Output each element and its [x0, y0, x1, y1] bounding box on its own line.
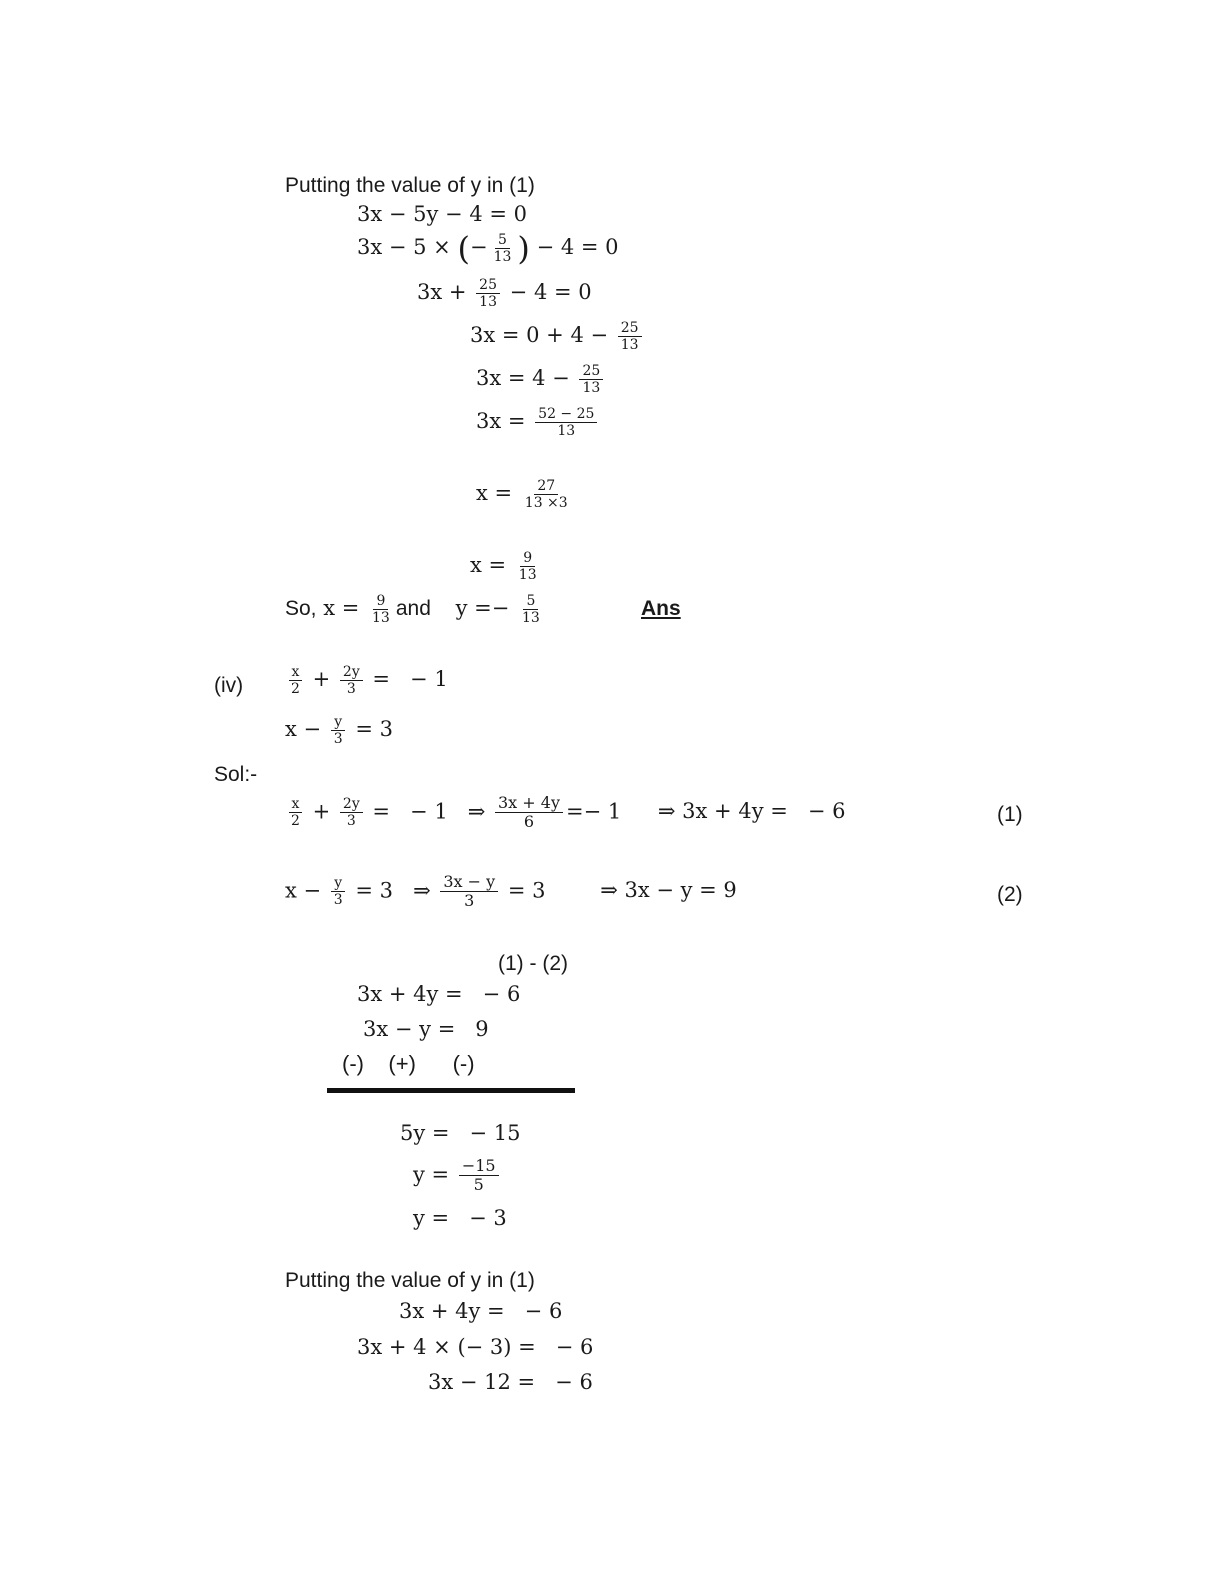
- numerator: 5: [523, 593, 538, 610]
- numerator: 25: [579, 363, 603, 380]
- minus-sign: −: [469, 235, 488, 260]
- denominator: 3: [346, 681, 356, 698]
- question-eq-1: [285, 664, 448, 697]
- fraction: [519, 593, 543, 626]
- numerator: x: [289, 664, 303, 681]
- numerator: 27: [534, 478, 558, 495]
- text-intro: Putting the value of y in (1): [285, 174, 535, 197]
- denominator: 3: [333, 731, 343, 748]
- equation-tag-2: (2): [997, 883, 1023, 906]
- denominator: 3: [346, 813, 356, 830]
- eq-text: = 3: [507, 878, 546, 903]
- fraction: [491, 232, 515, 265]
- eq-line-2: [357, 229, 619, 268]
- elimination-line-2: 3x − y = 9: [363, 1017, 489, 1041]
- fraction: [369, 593, 393, 626]
- so-label: So,: [285, 597, 317, 621]
- eq-text: =− 1: [565, 799, 622, 824]
- eq-text: 3x − 5 ×: [357, 235, 458, 260]
- plus-sign: +: [312, 667, 331, 692]
- fraction: [288, 796, 303, 829]
- eq-text: y =−: [455, 596, 516, 621]
- eq-text: x =: [470, 553, 513, 578]
- fraction: [440, 873, 498, 911]
- solution-eq-1: [285, 794, 845, 832]
- denominator: 13: [518, 567, 537, 584]
- numerator: y: [331, 714, 345, 731]
- denominator: 13: [582, 380, 601, 397]
- eq-text: x −: [285, 878, 328, 903]
- eq-text: 3x = 4 −: [476, 366, 577, 391]
- eq-line-8: [470, 550, 543, 583]
- eq-text: 3x +: [417, 280, 474, 305]
- eq-text: x −: [285, 717, 328, 742]
- eq-text: − 4 = 0: [509, 280, 592, 305]
- denominator: 13: [372, 610, 390, 627]
- substitution-line-1: 3x + 4y = − 6: [399, 1299, 563, 1323]
- eq-text: ⇒ 3x − y = 9: [600, 878, 737, 903]
- denominator: 5: [473, 1175, 484, 1195]
- sign-change-row: (-) (+) (-): [342, 1051, 475, 1076]
- denominator: 3: [464, 891, 475, 911]
- numerator: 2y: [340, 664, 363, 681]
- fraction: [522, 478, 571, 511]
- eq-text: = 3 ⇒: [355, 878, 438, 903]
- numerator: 2y: [340, 796, 363, 813]
- fraction: [618, 320, 642, 353]
- numerator: 25: [618, 320, 642, 337]
- numerator: 3x − y: [440, 873, 498, 892]
- denominator: 13: [521, 610, 540, 627]
- fraction: [535, 406, 597, 439]
- denominator: 3: [333, 892, 343, 909]
- eq-text: = − 1 ⇒: [372, 799, 492, 824]
- question-number: (iv): [214, 674, 244, 697]
- denominator: 13: [557, 423, 576, 440]
- numerator: 3x + 4y: [495, 794, 563, 813]
- eq-line-4: [470, 320, 645, 353]
- denominator: 2: [291, 813, 300, 830]
- eq-text: ⇒ 3x + 4y = − 6: [657, 799, 846, 824]
- eq-line-6: [476, 406, 600, 439]
- numerator: 9: [520, 550, 535, 567]
- denominator: 6: [523, 812, 535, 832]
- and-label: and: [395, 597, 431, 621]
- eq-text: = − 1: [372, 667, 448, 692]
- subtraction-label: (1) - (2): [498, 952, 568, 975]
- denominator: 13: [493, 249, 512, 266]
- elimination-line-1: 3x + 4y = − 6: [357, 982, 521, 1006]
- eq-line-3: [417, 277, 592, 310]
- fraction: [331, 875, 346, 908]
- substitution-line-3: 3x − 12 = − 6: [428, 1370, 593, 1394]
- fraction: [495, 794, 563, 832]
- eq-text: y =: [413, 1162, 456, 1187]
- numerator: 52 − 25: [535, 406, 597, 423]
- fraction: [340, 796, 363, 829]
- eq-text: − 4 = 0: [536, 235, 619, 260]
- solution-eq-2: [285, 873, 737, 911]
- eq-text: 3x = 0 + 4 −: [470, 323, 615, 348]
- numerator: 5: [495, 232, 510, 249]
- fraction: [288, 664, 303, 697]
- fraction: [331, 714, 346, 747]
- eq-text: x =: [476, 481, 519, 506]
- ans-label: Ans: [641, 597, 681, 620]
- equation-tag-1: (1): [997, 803, 1023, 826]
- eq-text: x =: [323, 596, 367, 621]
- eq-text: 3x =: [476, 409, 533, 434]
- fraction: [459, 1157, 499, 1195]
- substitution-line-2: 3x + 4 × (− 3) = − 6: [357, 1335, 594, 1359]
- fraction: [516, 550, 540, 583]
- numerator: y: [331, 875, 345, 892]
- solution-label: Sol:-: [214, 763, 258, 786]
- eq-line-1: 3x − 5y − 4 = 0: [357, 202, 527, 226]
- eq-text: = 3: [355, 717, 394, 742]
- denominator: 13: [620, 337, 639, 354]
- denominator: 2: [291, 681, 300, 698]
- result-line-3: y = − 3: [413, 1206, 507, 1230]
- eq-line-5: [476, 363, 606, 396]
- result-line-1: 5y = − 15: [400, 1121, 521, 1145]
- paren-close: ): [517, 229, 530, 268]
- eq-line-7: [476, 478, 574, 511]
- numerator: −15: [459, 1157, 499, 1176]
- numerator: x: [289, 796, 303, 813]
- fraction: [340, 664, 363, 697]
- question-eq-2: [285, 714, 393, 747]
- fraction: [579, 363, 603, 396]
- fraction: [476, 277, 500, 310]
- text-intro-2: Putting the value of y in (1): [285, 1269, 535, 1292]
- paren-open: (: [457, 229, 470, 268]
- numerator: 9: [373, 593, 388, 610]
- answer-line: [285, 593, 546, 626]
- denominator: 13 ×3: [524, 495, 568, 512]
- numerator: 25: [476, 277, 500, 294]
- result-line-2: [413, 1157, 502, 1195]
- plus-sign: +: [312, 799, 331, 824]
- denominator: 13: [479, 294, 497, 311]
- subtraction-rule: [327, 1088, 575, 1093]
